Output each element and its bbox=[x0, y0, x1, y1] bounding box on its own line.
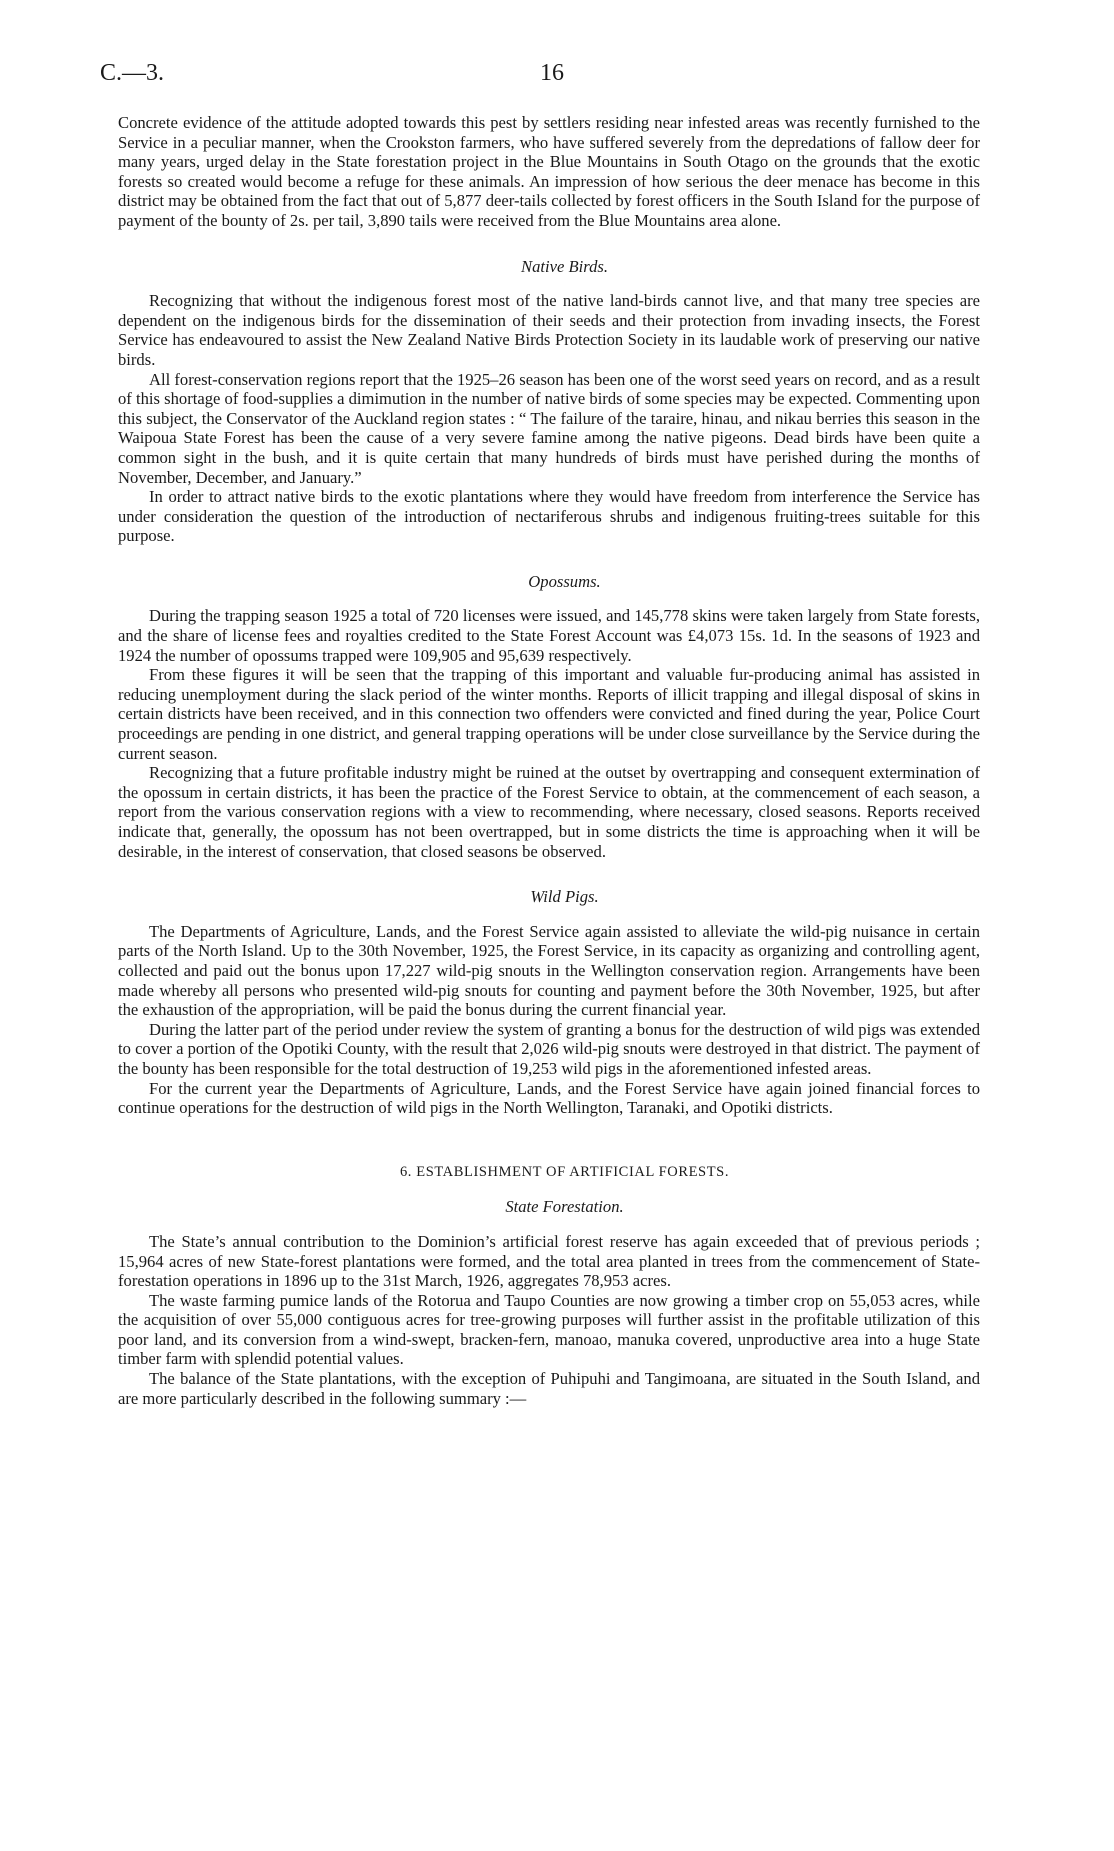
subsection-heading-state-forestation: State Forestation. bbox=[505, 1197, 624, 1217]
paragraph: All forest-conservation regions report that the 1925–26 season has been one of the worst seed years on record, and as a result of this shortage of food-supplies a dimimution in the number of native birds of some species may be expected. Commenting upon this subject, the Conservator of the Auckland region states : “ The failure of the taraire, hinau, and nikau berries this season in the Waipoua State Forest has been the cause of a very severe famine among the native pigeons. Dead birds have been quite a common sight in the bush, and it is quite certain that many hundreds of birds must have perished during the months of November, December, and January.” bbox=[118, 369, 980, 487]
paragraph: In order to attract native birds to the exotic plantations where they would have freedom from interference the Service has under consideration the question of the introduction of nectariferous shrubs and indigenous fruiting-trees suitable for this purpose. bbox=[118, 487, 980, 546]
page-header bbox=[100, 60, 984, 90]
section-heading-native-birds: Native Birds. bbox=[521, 256, 608, 276]
paragraph: The State’s annual contribution to the Dominion’s artificial forest reserve has again exceeded that of previous periods ; 15,964 acres of new State-forest plantations were formed, and the total area planted in trees from the commencement of State-forestation operations in 1896 up to the 31st March, 1926, aggregates 78,953 acres. bbox=[118, 1231, 980, 1291]
paragraph: The balance of the State plantations, with the exception of Puhipuhi and Tangimoana, are situated in the South Island, and are more particularly described in the following summary :— bbox=[118, 1369, 980, 1408]
paragraph: Recognizing that without the indigenous forest most of the native land-birds cannot live, and that many tree species are dependent on the indigenous birds for the dissemination of their seeds and their protection from invading insects, the Forest Service has endeavoured to assist the New Zealand Native Birds Protection Society in its laudable work of preserving our native birds. bbox=[118, 291, 980, 369]
intro-paragraph: Concrete evidence of the attitude adopted towards this pest by settlers residing near infested areas was recently furnished to the Service in a peculiar manner, when the Crookston farmers, who have suffered severely from the depredations of fallow deer for many years, urged delay in the State forestation project in the Blue Mountains in South Otago on the grounds that the exotic forests so created would become a refuge for these animals. An impression of how serious the deer menace has become in this district may be obtained from the fact that out of 5,877 deer-tails collected by forest officers in the South Island for the purpose of payment of the bounty of 2s. per tail, 3,890 tails were received from the Blue Mountains area alone. bbox=[118, 113, 980, 230]
paragraph: Recognizing that a future profitable industry might be ruined at the outset by overtrapping and consequent extermination of the opossum in certain districts, it has been the practice of the Forest Service to obtain, at the commencement of each season, a report from the various conservation regions with a view to recommending, where necessary, closed seasons. Reports received indicate that, generally, the opossum has not been overtrapped, but in some districts the time is approaching when it will be desirable, in the interest of conservation, that closed seasons be observed. bbox=[118, 763, 980, 861]
paragraph: During the latter part of the period under review the system of granting a bonus for the destruction of wild pigs was extended to cover a portion of the Opotiki County, with the result that 2,026 wild-pig snouts were destroyed in that district. The payment of the bounty has been responsible for the total destruction of 19,253 wild pigs in the aforementioned infested areas. bbox=[118, 1019, 980, 1078]
paragraph: During the trapping season 1925 a total of 720 licenses were issued, and 145,778 skins were taken largely from State forests, and the share of license fees and royalties credited to the State Forest Account was £4,073 15s. 1d. In the seasons of 1923 and 1924 the number of opossums trapped were 109,905 and 95,639 respectively. bbox=[118, 606, 980, 665]
paragraph: The waste farming pumice lands of the Rotorua and Taupo Counties are now growing a timber crop on 55,053 acres, while the acquisition of over 55,000 contiguous acres for tree-growing purposes will further assist in the profitable utilization of this poor land, and its conversion from a wind-swept, bracken-fern, manoao, manuka covered, unproductive area into a huge State timber farm with splendid potential values. bbox=[118, 1290, 980, 1369]
section-heading-wild-pigs: Wild Pigs. bbox=[530, 887, 599, 907]
document-reference: C.—3. bbox=[100, 60, 165, 86]
page-number: 16 bbox=[540, 60, 564, 86]
paragraph: The Departments of Agriculture, Lands, and the Forest Service again assisted to alleviate the wild-pig nuisance in certain parts of the North Island. Up to the 30th November, 1925, the Forest Service, in its capacity as organizing and controlling agent, collected and paid out the bonus upon 17,227 wild-pig snouts in the Wellington conservation region. Arrangements have been made whereby all persons who presented wild-pig snouts for counting and payment before the 30th November, 1925, but after the exhaustion of the appropriation, will be paid the bonus during the current financial year. bbox=[118, 921, 980, 1020]
paragraph: From these figures it will be seen that the trapping of this important and valuable fur-producing animal has assisted in reducing unemployment during the slack period of the winter months. Reports of illicit trapping and illegal disposal of skins in certain districts have been received, and in this connection two offenders were convicted and fined during the year, Police Court proceedings are pending in one district, and general trapping operations will be under close surveillance by the Service during the current season. bbox=[118, 665, 980, 763]
section-heading-opossums: Opossums. bbox=[528, 571, 601, 591]
paragraph: For the current year the Departments of Agriculture, Lands, and the Forest Service have again joined financial forces to continue operations for the destruction of wild pigs in the North Wellington, Taranaki, and Opotiki districts. bbox=[118, 1078, 980, 1118]
section-heading-artificial-forests: 6. ESTABLISHMENT OF ARTIFICIAL FORESTS. bbox=[399, 1163, 730, 1180]
body-text bbox=[118, 113, 980, 1408]
